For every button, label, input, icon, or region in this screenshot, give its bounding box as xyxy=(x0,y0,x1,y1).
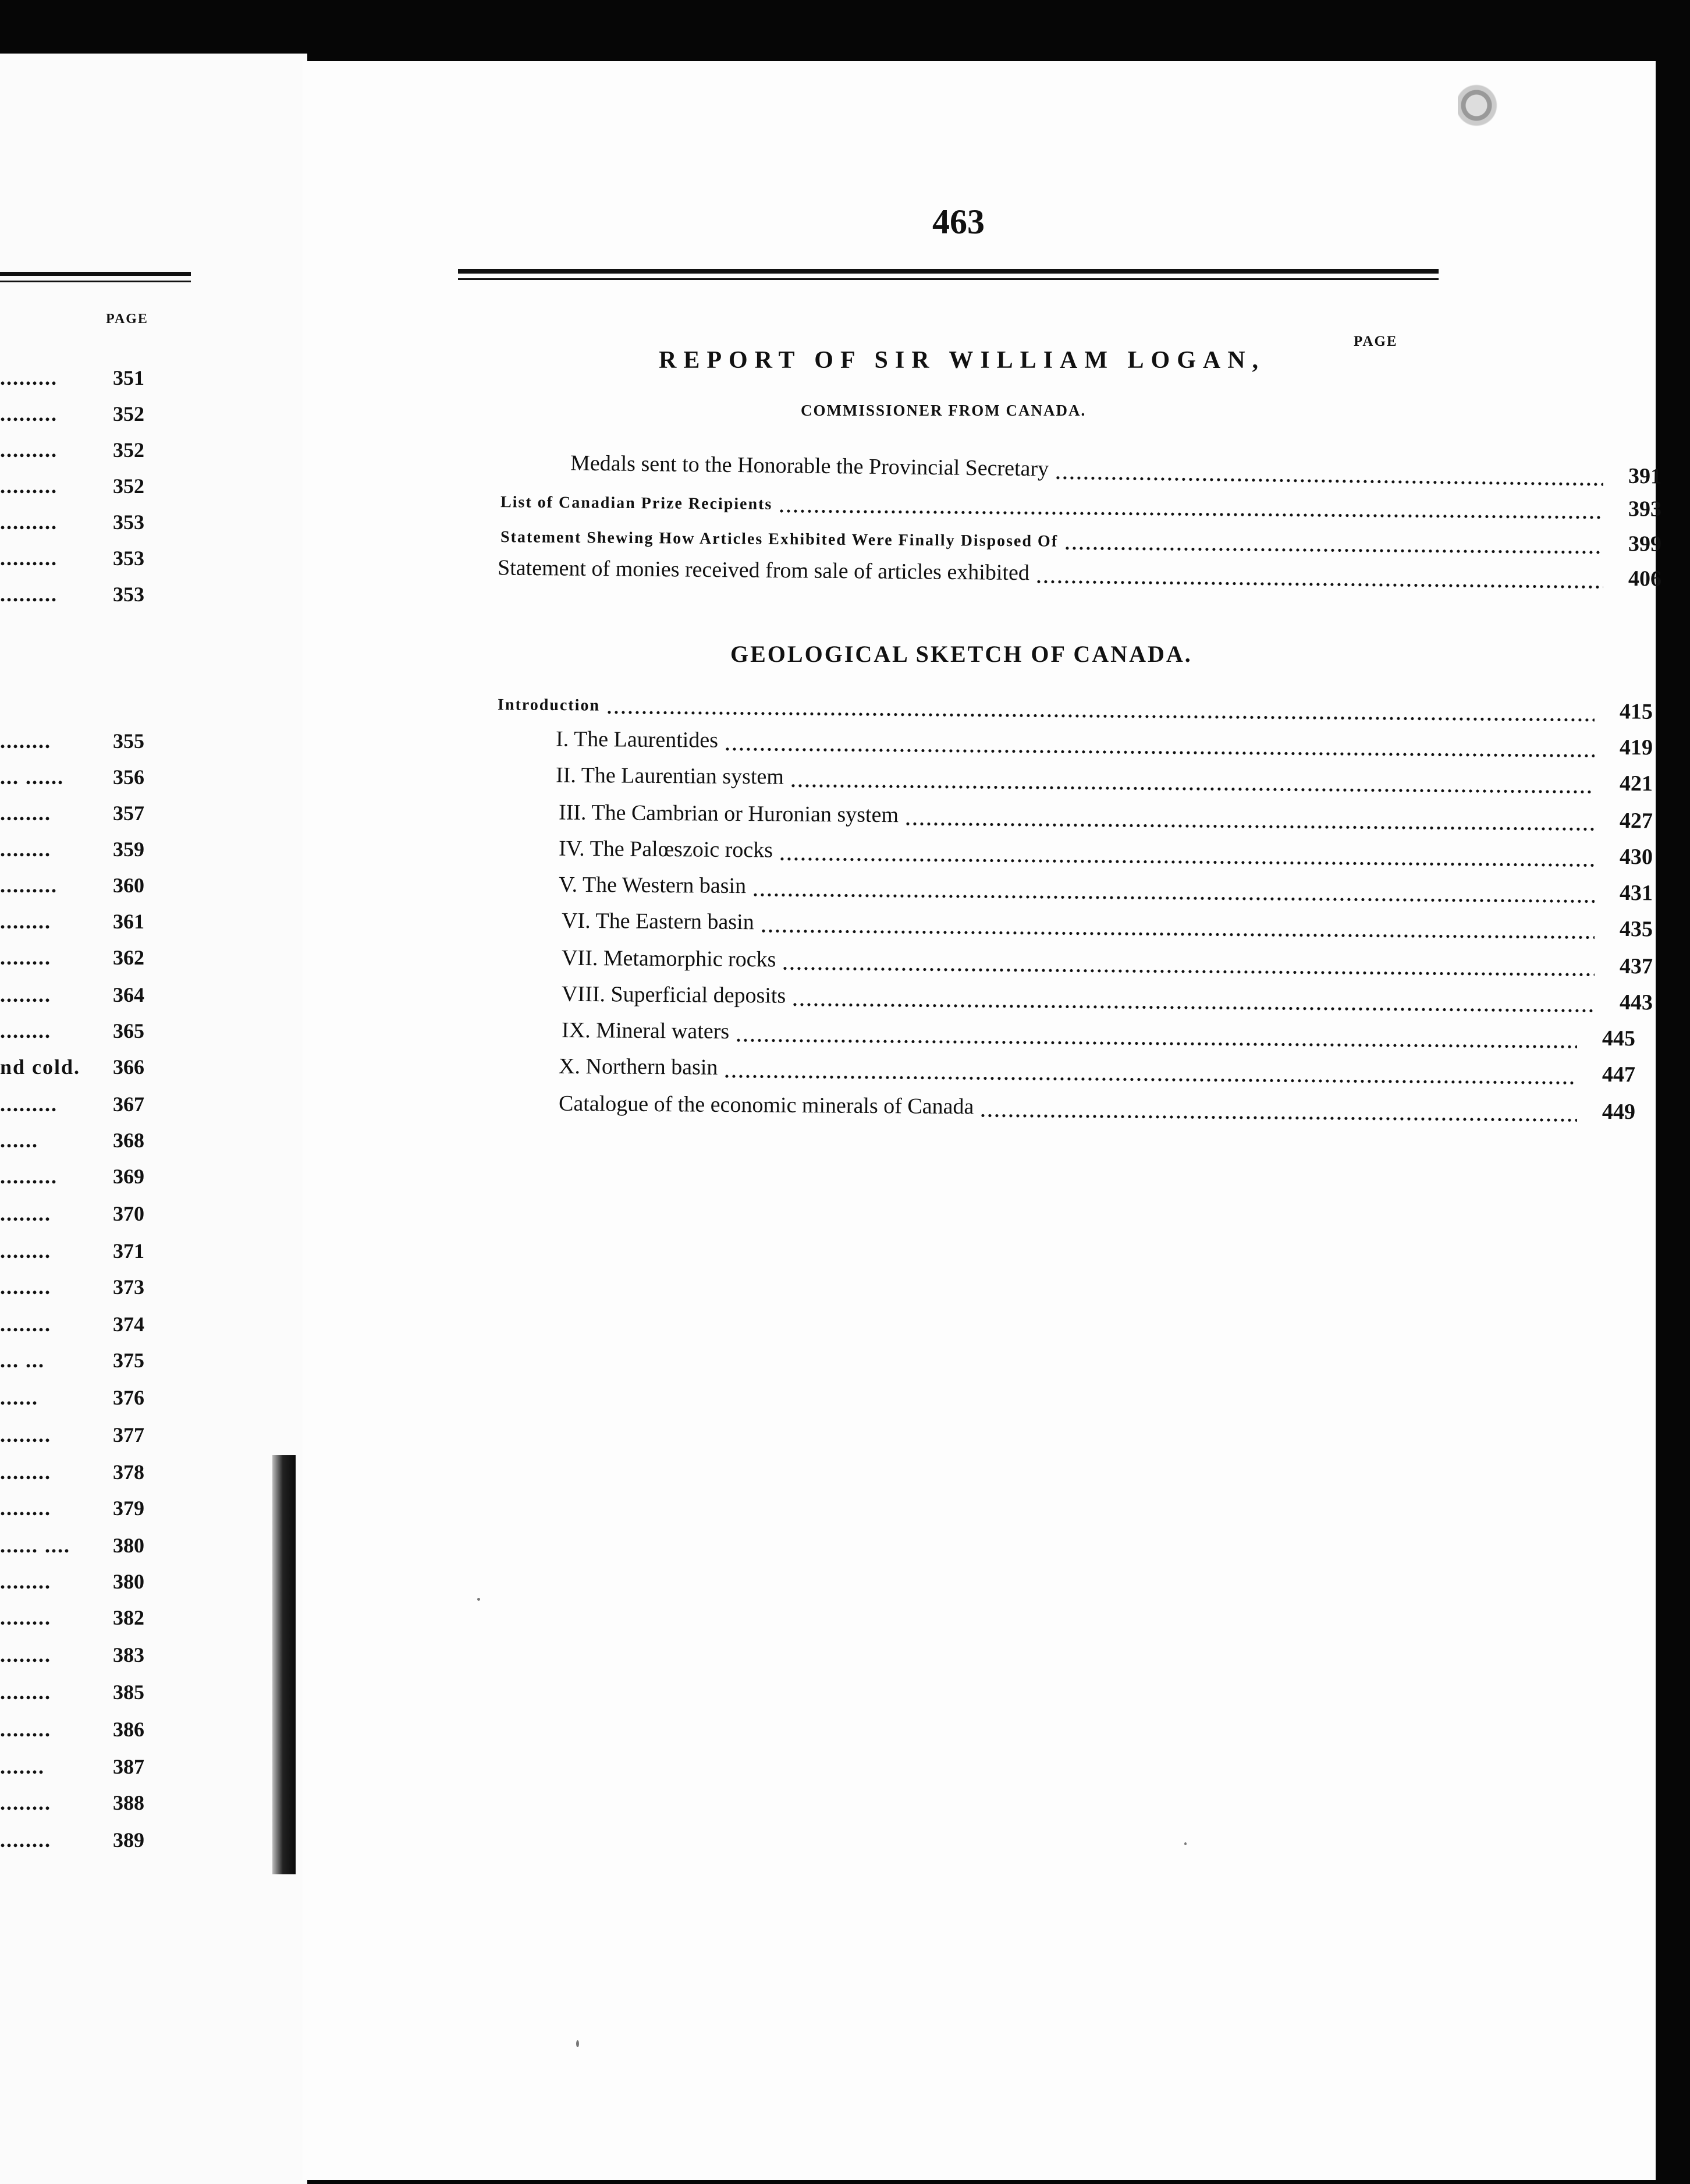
right-page xyxy=(303,61,1662,2180)
toc-entry: Catalogue of the economic minerals of Canada 449 xyxy=(558,1091,1636,1125)
left-toc-page-number: 353 xyxy=(113,583,144,606)
left-toc-page-number: 385 xyxy=(113,1680,144,1704)
left-toc-page-number: 371 xyxy=(113,1239,144,1263)
left-toc-entry xyxy=(0,873,192,901)
left-toc-page-number: 383 xyxy=(113,1643,144,1667)
print-blot xyxy=(1458,84,1504,131)
left-toc-entry xyxy=(0,1385,192,1413)
left-toc-entry xyxy=(0,1092,192,1120)
left-toc-page-number: 373 xyxy=(113,1275,144,1299)
left-toc-page-number: 362 xyxy=(113,946,144,969)
left-toc-leader: ........ xyxy=(0,838,51,861)
toc-entry: IX. Mineral waters 445 xyxy=(561,1017,1636,1051)
toc-entry: Medals sent to the Honorable the Provincial Secretary 391 xyxy=(570,451,1662,489)
left-toc-leader: ........ xyxy=(0,1828,51,1852)
left-toc-entry xyxy=(0,1533,192,1561)
left-toc-leader: ........ xyxy=(0,983,51,1006)
left-toc-leader: ......... xyxy=(0,583,58,606)
left-toc-entry xyxy=(0,1680,192,1708)
report-subtitle: COMMISSIONER FROM CANADA. xyxy=(801,402,1087,419)
toc-entry: II. The Laurentian system 421 xyxy=(555,763,1653,796)
left-toc-entry xyxy=(0,402,192,430)
left-toc-leader: ......... xyxy=(0,402,58,426)
left-toc-page-number: 375 xyxy=(113,1349,144,1372)
left-toc-entry xyxy=(0,1201,192,1229)
left-toc-leader: ........ xyxy=(0,729,51,753)
left-toc-leader: ........ xyxy=(0,1570,51,1593)
left-toc-leader: ....... xyxy=(0,1755,45,1778)
left-toc-entry xyxy=(0,909,192,937)
left-toc-entry xyxy=(0,1348,192,1376)
left-toc-leader: ........ xyxy=(0,1643,51,1667)
left-toc-page-number: 386 xyxy=(113,1718,144,1741)
left-toc-entry xyxy=(0,1605,192,1633)
left-page-column-header: PAGE xyxy=(106,311,148,327)
left-toc-page-number: 374 xyxy=(113,1313,144,1336)
left-toc-page-number: 389 xyxy=(113,1828,144,1852)
toc-entry: Introduction 415 xyxy=(497,696,1653,724)
left-toc-page-number: 370 xyxy=(113,1202,144,1225)
left-toc-page-number: 380 xyxy=(113,1534,144,1557)
left-toc-leader: ......... xyxy=(0,438,58,462)
left-double-rule-thick xyxy=(0,272,191,276)
left-toc-page-number: 382 xyxy=(113,1606,144,1629)
toc-entry: VII. Metamorphic rocks 437 xyxy=(561,945,1653,979)
left-toc-leader: ........ xyxy=(0,1275,51,1299)
left-toc-leader: ........ xyxy=(0,1680,51,1704)
left-toc-leader: ......... xyxy=(0,510,58,534)
left-toc-page-number: 368 xyxy=(113,1129,144,1152)
left-toc-entry xyxy=(0,1828,192,1856)
left-toc-leader: ........ xyxy=(0,802,51,825)
toc-entry: VIII. Superficial deposits 443 xyxy=(561,981,1653,1015)
left-toc-leader: ...... xyxy=(0,1386,38,1409)
toc-entry: V. The Western basin 431 xyxy=(558,872,1653,906)
left-toc-entry xyxy=(0,582,192,610)
left-toc-entry xyxy=(0,1312,192,1340)
left-toc-entry xyxy=(0,1423,192,1451)
left-toc-leader: ... ... xyxy=(0,1349,45,1372)
left-toc-entry xyxy=(0,546,192,574)
left-toc-entry xyxy=(0,510,192,538)
toc-entry: I. The Laurentides 419 xyxy=(555,726,1653,760)
binding-gutter-shadow xyxy=(272,1455,296,1874)
left-toc-page-number: 376 xyxy=(113,1386,144,1409)
left-toc-entry xyxy=(0,983,192,1011)
left-toc-entry xyxy=(0,1496,192,1524)
left-toc-page-number: 361 xyxy=(113,910,144,933)
speck xyxy=(1184,1842,1187,1845)
speck xyxy=(477,1598,480,1601)
toc-entry: VI. The Eastern basin 435 xyxy=(561,908,1653,942)
left-toc-entry xyxy=(0,765,192,793)
left-toc-entry xyxy=(0,801,192,829)
section-title: GEOLOGICAL SKETCH OF CANADA. xyxy=(730,641,1192,667)
header-double-rule-thick xyxy=(458,269,1439,274)
left-toc-entry xyxy=(0,1717,192,1745)
left-toc-page-number: 356 xyxy=(113,765,144,789)
left-toc-page-number: 378 xyxy=(113,1460,144,1484)
left-toc-leader: ......... xyxy=(0,1093,58,1116)
left-toc-entry xyxy=(0,1569,192,1597)
left-toc-page-number: 359 xyxy=(113,838,144,861)
speck xyxy=(576,2040,579,2047)
left-toc-leader: ......... xyxy=(0,474,58,498)
left-toc-leader: ........ xyxy=(0,1239,51,1263)
toc-entry: Statement Shewing How Articles Exhibited Were Finally Disposed Of 399 xyxy=(500,528,1662,556)
left-toc-entry xyxy=(0,474,192,502)
left-toc-page-number: 380 xyxy=(113,1570,144,1593)
report-title: REPORT OF SIR WILLIAM LOGAN, xyxy=(659,347,1266,374)
left-toc-leader: ........ xyxy=(0,1423,51,1446)
left-toc-leader: ........ xyxy=(0,1791,51,1814)
left-toc-leader: ........ xyxy=(0,1202,51,1225)
left-toc-page-number: 357 xyxy=(113,802,144,825)
toc-entry: List of Canadian Prize Recipients 393 xyxy=(500,493,1662,522)
left-toc-entry xyxy=(0,1019,192,1047)
left-toc-leader: ......... xyxy=(0,874,58,897)
left-toc-entry xyxy=(0,729,192,757)
page-column-header: PAGE xyxy=(1354,334,1398,349)
left-page-fragment xyxy=(0,54,307,2184)
left-toc-leader: ...... xyxy=(0,1129,38,1152)
page-number: 463 xyxy=(932,203,985,241)
left-toc-page-number: 353 xyxy=(113,510,144,534)
left-toc-entry xyxy=(0,1643,192,1671)
left-toc-page-number: 355 xyxy=(113,729,144,753)
left-toc-entry xyxy=(0,1275,192,1303)
left-toc-entry xyxy=(0,1460,192,1488)
left-toc-page-number: 366 xyxy=(113,1055,144,1079)
header-double-rule-thin xyxy=(458,278,1439,280)
left-toc-page-number: 352 xyxy=(113,474,144,498)
left-toc-entry xyxy=(0,1055,192,1083)
left-toc-page-number: 367 xyxy=(113,1093,144,1116)
left-toc-page-number: 364 xyxy=(113,983,144,1006)
left-toc-leader: ........ xyxy=(0,946,51,969)
left-toc-entry xyxy=(0,438,192,466)
left-toc-leader: ........ xyxy=(0,1497,51,1520)
left-toc-leader: ........ xyxy=(0,1460,51,1484)
left-toc-leader: ........ xyxy=(0,1313,51,1336)
toc-entry: Statement of monies received from sale of articles exhibited 406 xyxy=(497,555,1662,591)
toc-entry: IV. The Palœszoic rocks 430 xyxy=(558,836,1653,870)
toc-entry: III. The Cambrian or Huronian system 427 xyxy=(558,800,1653,834)
left-toc-entry xyxy=(0,1239,192,1267)
toc-entry: X. Northern basin 447 xyxy=(558,1054,1636,1087)
left-toc-page-number: 388 xyxy=(113,1791,144,1814)
left-toc-page-number: 360 xyxy=(113,874,144,897)
left-toc-leader: ...... .... xyxy=(0,1534,70,1557)
left-toc-entry xyxy=(0,945,192,973)
left-toc-leader: ... ...... xyxy=(0,765,64,789)
left-toc-entry xyxy=(0,366,192,393)
left-toc-entry xyxy=(0,1754,192,1782)
left-toc-entry xyxy=(0,1128,192,1156)
left-toc-page-number: 365 xyxy=(113,1019,144,1043)
left-toc-leader: ......... xyxy=(0,547,58,570)
left-toc-leader: ........ xyxy=(0,1718,51,1741)
left-toc-entry xyxy=(0,837,192,865)
left-toc-page-number: 352 xyxy=(113,402,144,426)
left-toc-page-number: 352 xyxy=(113,438,144,462)
left-toc-leader: ........ xyxy=(0,910,51,933)
left-toc-page-number: 351 xyxy=(113,366,144,389)
left-toc-leader: ......... xyxy=(0,1165,58,1188)
left-toc-page-number: 369 xyxy=(113,1165,144,1188)
left-toc-page-number: 387 xyxy=(113,1755,144,1778)
left-toc-leader: ........ xyxy=(0,1606,51,1629)
left-toc-page-number: 379 xyxy=(113,1497,144,1520)
left-toc-page-number: 377 xyxy=(113,1423,144,1446)
left-toc-leader: nd cold. xyxy=(0,1055,81,1079)
left-double-rule-thin xyxy=(0,281,191,282)
left-toc-leader: ........ xyxy=(0,1019,51,1043)
left-toc-entry xyxy=(0,1164,192,1192)
left-toc-entry xyxy=(0,1791,192,1818)
left-toc-leader: ......... xyxy=(0,366,58,389)
left-toc-page-number: 353 xyxy=(113,547,144,570)
